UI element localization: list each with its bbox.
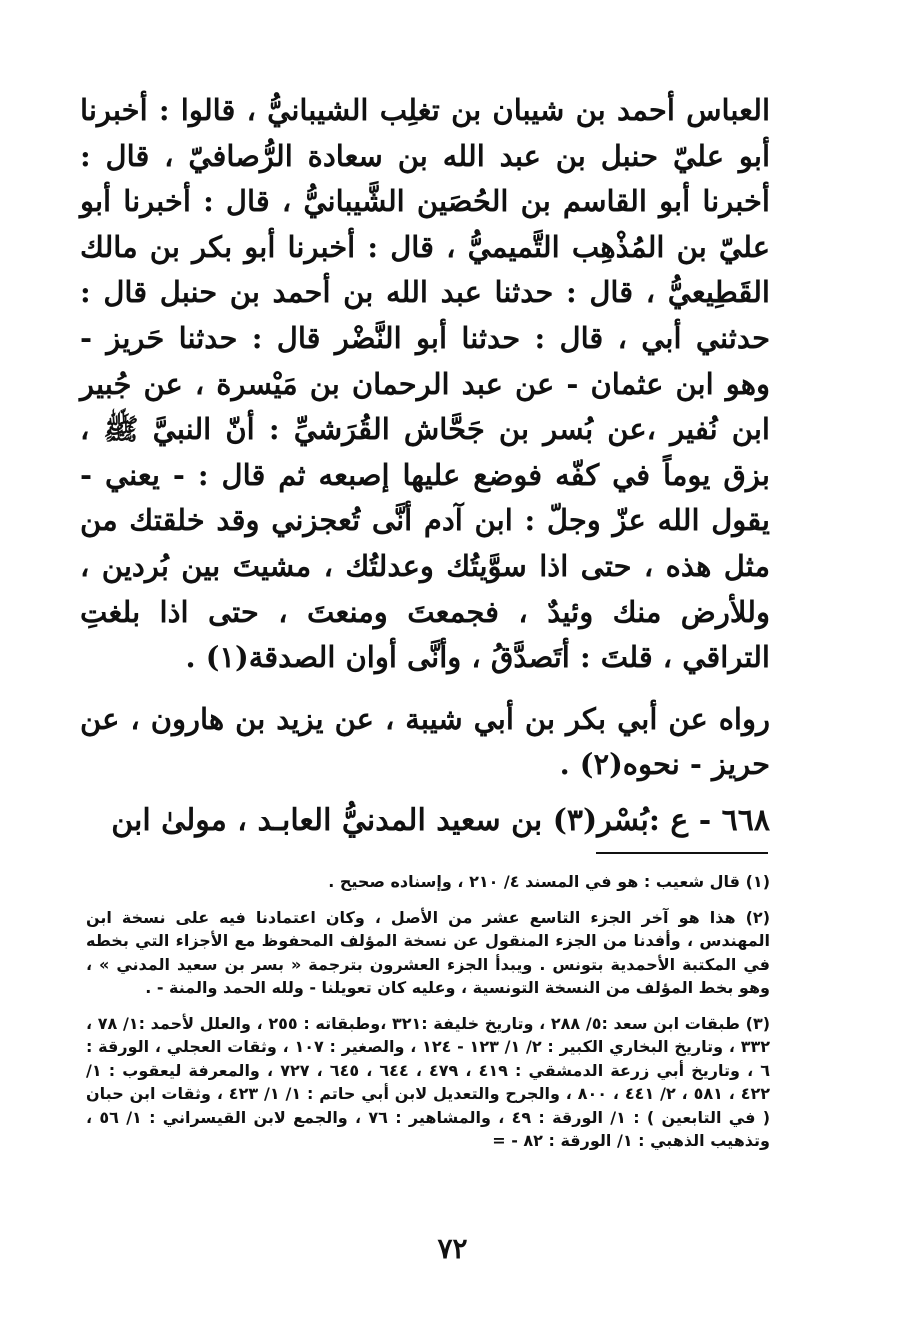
body-paragraph-1: العباس أحمد بن شيبان بن تغلِب الشيبانيُّ ، قالوا : أخبرنا أبو عليّ حنبل بن عبد الله بن سعادة الرُّصافيّ ، قال : أخبرنا أبو القاسم بن الحُصَين الشَّيبانيُّ ، قال : أخبرنا أبو عليّ بن المُذْهِب التَّميميُّ ، قال : أخبرنا أبو بكر بن مالك القَطِيعيُّ ، قال : حدثنا عبد الله بن أحمد بن حنبل قال : حدثني أبي ، قال : حدثنا أبو النَّضْر قال : حدثنا حَريز - وهو ابن عثمان - عن عبد الرحمان بن مَيْسرة ، عن جُبير ابن نُفير ،عن بُسر بن جَحَّاش القُرَشيِّ : أنّ النبيَّ ﷺ ، بزق يوماً في كفّه فوضع عليها إصبعه ثم قال : - يعني - يقول الله عزّ وجلّ : ابن آدم أنَّى تُعجزني وقد خلقتك من مثل هذه ، حتى اذا سوَّيتُك وعدلتُك ، مشيتَ بين بُردين ، وللأرض منك وئيدٌ ، فجمعتَ ومنعتَ ، حتى اذا بلغتِ التراقي ، قلتَ : أتَصدَّقُ ، وأنَّى أوان الصدقة(١) . — [80, 93, 770, 675]
page-number: ٧٢ — [437, 1232, 468, 1265]
body-paragraph-2: رواه عن أبي بكر بن أبي شيبة ، عن يزيد بن هارون ، عن حريز - نحوه(٢) . — [80, 701, 770, 782]
footnote-2: (٢) هذا هو آخر الجزء التاسع عشر من الأصل ، وكان اعتمادنا فيه على نسخة ابن المهندس ، وأفدنا من الجزء المنقول عن نسخة المؤلف المحفوظ مع الأجزاء التي بخطه في المكتبة الأحمدية بتونس . ويبدأ الجزء العشرون بترجمة « بسر بن سعيد المدني » ، وهو بخط المؤلف من النسخة التونسية ، وعليه كان تعويلنا - ولله الحمد والمنة - . — [86, 907, 770, 997]
main-text-block — [80, 88, 770, 844]
footnote-1: (١) قال شعيب : هو في المسند ٤/ ٢١٠ ، وإسناده صحيح . — [328, 872, 770, 891]
footnotes-section — [86, 870, 770, 1165]
entry-heading: ٦٦٨ - ع :بُسْر(٣) بن سعيد المدنيُّ العابـد ، مولىٰ ابن — [111, 802, 770, 838]
footnote-3: (٣) طبقات ابن سعد :٥/ ٢٨٨ ، وتاريخ خليفة :٣٢١ ،وطبقاته : ٢٥٥ ، والعلل لأحمد :١/ ٧٨ ، ٣٣٢ ، وتاريخ البخاري الكبير : ٢/ ١/ ١٢٣ - ١٢٤ ، والصغير : ١٠٧ ، وثقات العجلي ، الورقة : ٦ ، وتاريخ أبي زرعة الدمشقي : ٤١٩ ، ٤٧٩ ، ٦٤٤ ، ٦٤٥ ، ٧٢٧ ، والمعرفة ليعقوب : ١/ ٤٢٢ ، ٥٨١ ، ٢/ ٤٤١ ، ٨٠٠ ، والجرح والتعديل لابن أبي حاتم : ١/ ١/ ٤٢٣ ، وثقات ابن حبان ( في التابعين ) : ١/ الورقة : ٤٩ ، والمشاهير : ٧٦ ، والجمع لابن القيسراني : ١/ ٥٦ ، وتذهيب الذهبي : ١/ الورقة : ٨٢ - = — [86, 1013, 771, 1150]
footnote-separator — [596, 852, 768, 854]
